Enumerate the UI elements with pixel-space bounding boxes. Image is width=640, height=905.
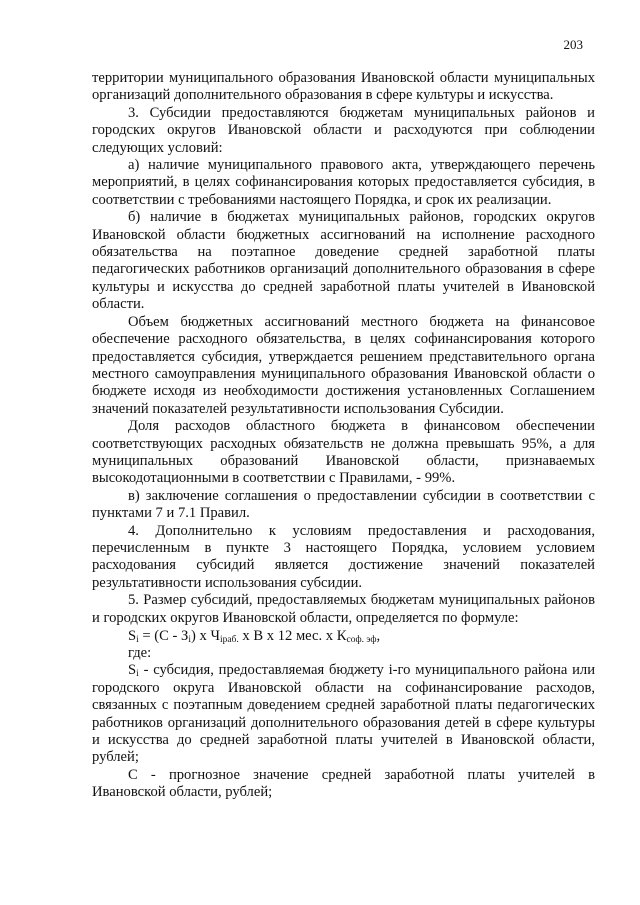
where-label: где: xyxy=(128,645,152,661)
def-s: S xyxy=(128,662,137,679)
formula-z-sub: i xyxy=(188,635,191,645)
paragraph-3b: б) наличие в бюджетах муниципальных районов, городских округов Ивановской области бюджетных ассигнований на исполнение расходного обязательства на поэтапное доведение средней заработной платы педагогических работников организаций дополнительного образования в сфере культуры и искусства до средней заработной платы учителей в Ивановской области. xyxy=(92,209,595,313)
formula-k-sub: соф. эф xyxy=(346,635,377,645)
formula-eq: = (С - З xyxy=(138,628,189,644)
paragraph-territory: территории муниципального образования Ивановской области муниципальных организаций дополнительного образования в сфере культуры и искусства. xyxy=(92,70,595,104)
def-s-text: - субсидия, предоставляемая бюджету i-го муниципального района или городского округа Ивановской области на софинансирование расходов, связанных с поэтапным доведением средней заработной платы педагогических работников организаций дополнительного образования детей в сфере культуры и искусства до средней заработной платы учителей в Ивановской области, рублей; xyxy=(92,662,596,766)
paragraph-3a: а) наличие муниципального правового акта, утверждающего перечень мероприятий, в целях софинансирования которых предоставляется субсидия, в соответствии с требованиями настоящего Порядка, и срок их реализации. xyxy=(92,157,595,208)
formula-end: , xyxy=(376,628,381,644)
formula-s: S xyxy=(128,628,137,644)
paragraph-5: 5. Размер субсидий, предоставляемых бюджетам муниципальных районов и городских округов Ивановской области, определяется по формуле: xyxy=(92,592,595,626)
definition-si xyxy=(92,662,595,766)
definition-c: С - прогнозное значение средней заработной платы учителей в Ивановской области, рублей; xyxy=(92,766,595,801)
paragraph-share: Доля расходов областного бюджета в финансовом обеспечении соответствующих расходных обязательств не должна превышать 95%, а для муниципальных образований Ивановской области, признаваемых высокодотационными в соответствии с Правилами, - 99%. xyxy=(92,418,595,487)
page-number: 203 xyxy=(563,37,583,52)
paragraph-3v: в) заключение соглашения о предоставлении субсидии в соответствии с пунктами 7 и 7.1 Правил. xyxy=(92,487,595,522)
formula-mid1: ) х Ч xyxy=(191,628,220,644)
paragraph-4: 4. Дополнительно к условиям предоставления и расходования, перечисленным в пункте 3 настоящего Порядка, условием условием расходования субсидий является достижение значений показателей результативности использования субсидии. xyxy=(92,522,595,591)
formula-mid2: х В х 12 мес. х К xyxy=(238,628,347,644)
def-s-sub: i xyxy=(136,669,139,680)
formula-ch-sub: iраб. xyxy=(219,635,239,645)
paragraph-3-subsidies: 3. Субсидии предоставляются бюджетам муниципальных районов и городских округов Ивановской области и расходуются при соблюдении следующих условий: xyxy=(92,104,595,156)
formula-s-sub: i xyxy=(136,635,139,645)
formula xyxy=(92,627,595,645)
document-body xyxy=(92,70,595,802)
paragraph-budget-volume: Объем бюджетных ассигнований местного бюджета на финансовое обеспечение расходного обязательства, в целях софинансирования которого предоставляется субсидия, утверждается решением представительного органа местного самоуправления муниципального образования Ивановской области о бюджете исходя из необходимости достижения установленных Соглашением значений показателей результативности использования Субсидии. xyxy=(92,313,595,417)
